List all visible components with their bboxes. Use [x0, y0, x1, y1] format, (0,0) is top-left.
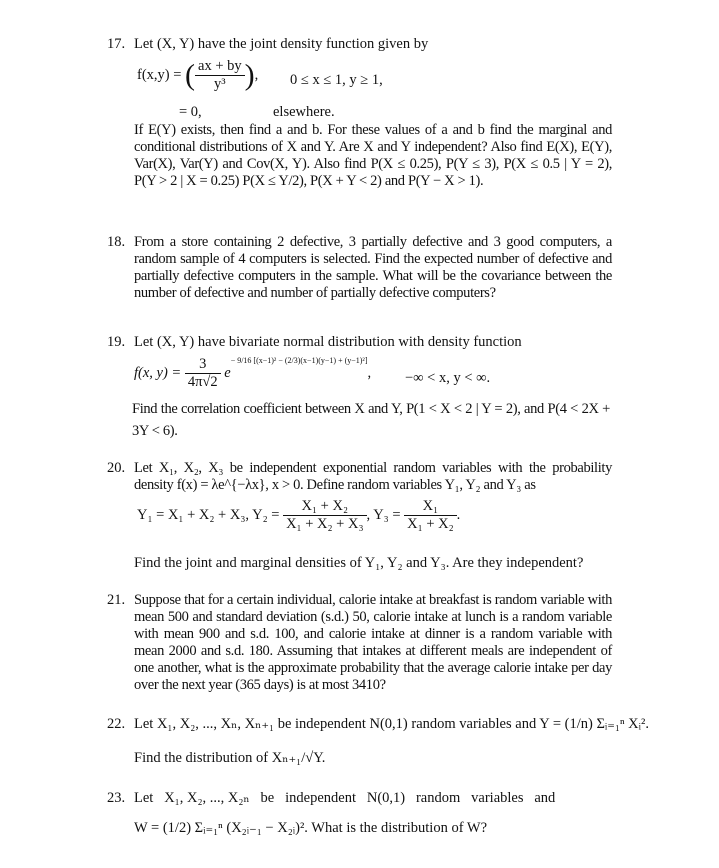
problem-number: 18. — [107, 234, 126, 250]
domain: 0 ≤ x ≤ 1, y ≥ 1, — [290, 72, 383, 88]
period: . — [456, 506, 461, 523]
numerator: X₁ + X₂ — [283, 498, 366, 516]
denominator: X₁ + X₂ + X₃ — [286, 516, 364, 532]
denominator: y³ — [214, 76, 226, 92]
problem-line-2: Find the distribution of Xₙ₊₁/√Y. — [134, 750, 326, 766]
problem-intro: Let (X, Y) have the joint density function given by — [134, 36, 429, 52]
numerator: 3 — [185, 356, 221, 374]
problem-number: 21. — [107, 592, 126, 608]
function-lhs: f(x,y) = — [137, 66, 182, 83]
else-text: elsewhere. — [273, 104, 335, 120]
coefficient — [185, 356, 221, 391]
problem-line-1: Let X₁, X₂, ..., X₂ₙ be independent N(0,1) random variables and — [134, 790, 556, 806]
problem-intro: Let X₁, X₂, X₃ be independent exponential random variables with the probability density f(x) = λe^{−λx}, x > 0. Define random variables Y₁, Y₂ and Y₃ as — [134, 460, 612, 493]
numerator: X₁ — [404, 498, 456, 516]
y3-fraction — [404, 498, 456, 533]
problem-number: 23. — [107, 790, 126, 806]
problem-body: If E(Y) exists, then find a and b. For these values of a and b find the marginal and conditional distributions of X and Y. Are X and Y independent? Also find E(X), E(Y), Var(X), Var(Y) and Cov(X, Y). Also find P(X ≤ 0.25), P(Y ≤ 3), P(X ≤ 0.5 | Y = 2), P(Y > 2 | X = 0.25) P(X ≤ Y/2), P(X + Y < 2) and P(Y − X > 1). — [134, 122, 612, 189]
problem-body: Suppose that for a certain individual, calorie intake at breakfast is random variable with mean 500 and standard deviation (s.d.) 50, calorie intake at lunch is a random variable with mean 900 and s.d. 100, and calorie intake at dinner is a random variable with mean 2000 and s.d. 180. Assuming that intakes at different meals are independent of one another, what is the approximate probability that the average calorie intake per day over the next year (365 days) is at most 3410? — [134, 592, 612, 693]
right-paren: ) — [244, 58, 255, 92]
problem-body: Find the correlation coefficient between X and Y, P(1 < X < 2 | Y = 2), and P(4 < 2X + 3Y < 6). — [132, 401, 610, 439]
fraction — [195, 58, 245, 93]
problem-line-1: Let X₁, X₂, ..., Xₙ, Xₙ₊₁ be independent N(0,1) random variables and Y = (1/n) Σᵢ₌₁ⁿ Xᵢ². — [134, 716, 649, 732]
domain: −∞ < x, y < ∞. — [405, 370, 491, 386]
problem-body: Find the joint and marginal densities of Y₁, Y₂ and Y₃. Are they independent? — [134, 555, 584, 571]
density-formula: f(x, y) = $\frac{3}{4\pi√2}$ $e^{- 9/16 [(x-1)^2 - (2/3)(x-1)(y-1) + (y-1)^2]}$, — [134, 356, 372, 390]
problem-number: 17. — [107, 36, 126, 52]
exp-base: e — [224, 364, 231, 381]
problem-intro: Let (X, Y) have bivariate normal distribution with density function — [134, 334, 522, 350]
y3-label: , Y₃ = — [366, 506, 401, 523]
problem-number: 19. — [107, 334, 126, 350]
else-value: = 0, — [179, 104, 202, 120]
y2-fraction — [283, 498, 366, 533]
y1-definition: Y₁ = X₁ + X₂ + X₃, Y₂ = — [137, 506, 280, 523]
function-lhs: f(x, y) = — [134, 364, 182, 381]
problem-number: 20. — [107, 460, 126, 476]
density-formula: f(x,y) = ( $\frac{ax + by}{\text{y³}}$ ), — [137, 58, 259, 92]
problem-line-2: W = (1/2) Σᵢ₌₁ⁿ (X₂ᵢ₋₁ − X₂ᵢ)². What is the distribution of W? — [134, 820, 488, 836]
problem-body: From a store containing 2 defective, 3 partially defective and 3 good computers, a random sample of 4 computers is selected. Find the expected number of defective and partially defective computers in the sample. What will be the covariance between the number of defective and number of partially defective computers? — [134, 234, 612, 301]
y-definitions — [137, 498, 460, 533]
denominator: X₁ + X₂ — [407, 516, 454, 532]
left-paren: ( — [185, 58, 196, 92]
numerator: ax + by — [195, 58, 245, 76]
exponent: − 9/16 [(x−1)² − (2/3)(x−1)(y−1) + (y−1)²] — [230, 356, 368, 365]
denominator: 4π√2 — [187, 374, 218, 390]
problem-number: 22. — [107, 716, 126, 732]
